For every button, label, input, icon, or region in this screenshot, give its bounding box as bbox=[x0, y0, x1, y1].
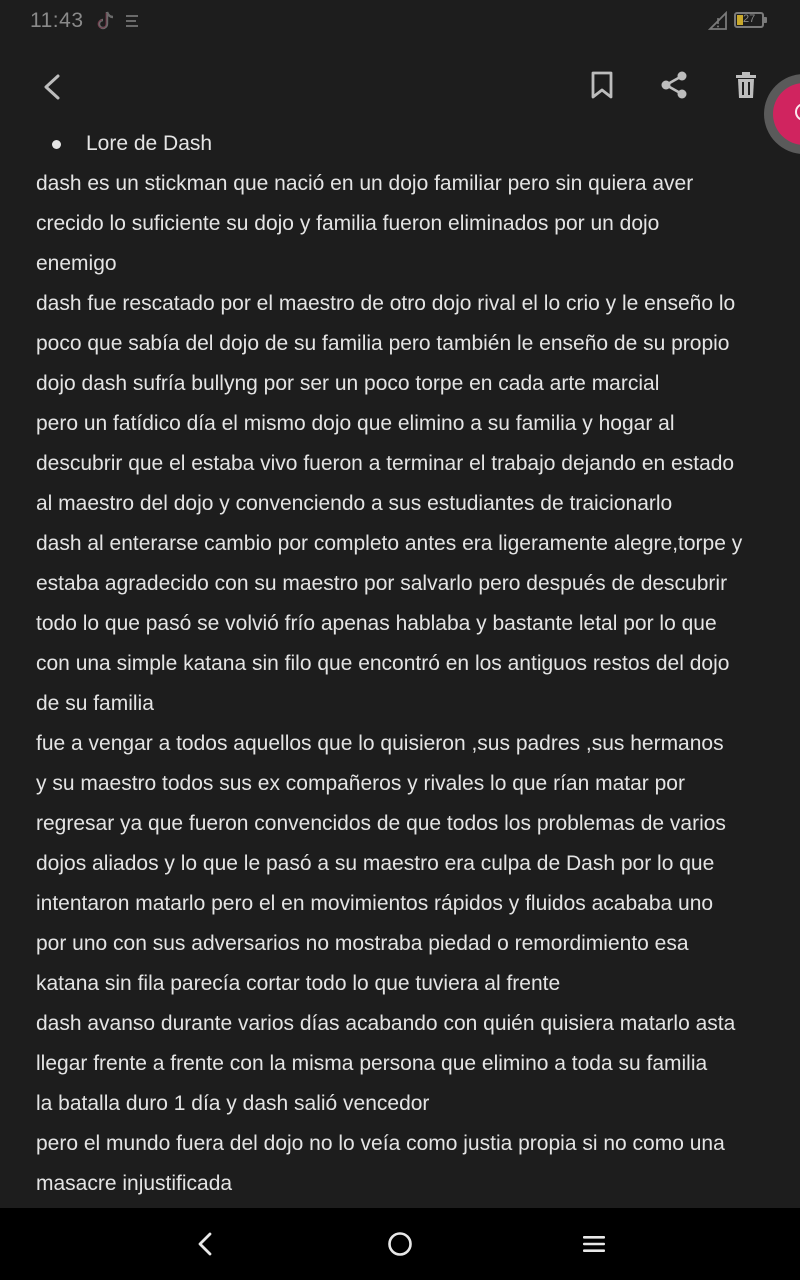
navigation-bar bbox=[0, 1208, 800, 1280]
note-line: con una simple katana sin filo que encontró en los antiguos restos del dojo bbox=[36, 652, 730, 675]
note-line: fue a vengar a todos aquellos que lo quisieron ,sus padres ,sus hermanos bbox=[36, 732, 724, 755]
note-line: dash fue rescatado por el maestro de otro dojo rival el lo crio y le enseño lo bbox=[36, 292, 736, 315]
notification-lines-icon bbox=[126, 14, 140, 33]
note-line: y su maestro todos sus ex compañeros y rivales lo que rían matar por bbox=[36, 772, 685, 795]
nav-back-icon bbox=[194, 1230, 218, 1258]
note-line: poco que sabía del dojo de su familia pero también le enseño de su propio bbox=[36, 332, 730, 355]
note-line: regresar ya que fueron convencidos de que todos los problemas de varios bbox=[36, 812, 726, 835]
note-line: dash avanso durante varios días acabando con quién quisiera matarlo asta bbox=[36, 1012, 736, 1035]
nav-back-button[interactable] bbox=[182, 1220, 230, 1268]
note-line: crecido lo suficiente su dojo y familia fueron eliminados por un dojo bbox=[36, 212, 660, 235]
note-line: estaba agradecido con su maestro por salvarlo pero después de descubrir bbox=[36, 572, 728, 595]
note-line: katana sin fila parecía cortar todo lo que tuviera al frente bbox=[36, 972, 561, 995]
back-arrow-icon bbox=[40, 73, 68, 101]
note-line: por uno con sus adversarios no mostraba piedad o remordimiento esa bbox=[36, 932, 689, 955]
note-line: todo lo que pasó se volvió frío apenas hablaba y bastante letal por lo que bbox=[36, 612, 717, 635]
tiktok-icon bbox=[96, 10, 116, 37]
note-line: dash al enterarse cambio por completo antes era ligeramente alegre,torpe y bbox=[36, 532, 743, 555]
note-line: al maestro del dojo y convenciendo a sus estudiantes de traicionarlo bbox=[36, 492, 673, 515]
note-line: dojo dash sufría bullyng por ser un poco torpe en cada arte marcial bbox=[36, 372, 660, 395]
delete-button[interactable] bbox=[722, 61, 770, 109]
menu-lines-icon bbox=[581, 1232, 607, 1256]
note-line: enemigo bbox=[36, 252, 117, 275]
note-line: pero el mundo fuera del dojo no lo veía como justia propia si no como una bbox=[36, 1132, 725, 1155]
note-line: dash es un stickman que nació en un dojo familiar pero sin quiera aver bbox=[36, 172, 694, 195]
note-content[interactable] bbox=[36, 124, 776, 1204]
note-line: llegar frente a frente con la misma persona que elimino a toda su familia bbox=[36, 1052, 708, 1075]
note-line: dojos aliados y lo que le pasó a su maestro era culpa de Dash por lo que bbox=[36, 852, 715, 875]
note-line: descubrir que el estaba vivo fueron a terminar el trabajo dejando en estado bbox=[36, 452, 735, 475]
note-line: la batalla duro 1 día y dash salió vencedor bbox=[36, 1092, 430, 1115]
battery-level: 27 bbox=[743, 13, 756, 25]
bullet-item bbox=[36, 124, 776, 164]
note-line: intentaron matarlo pero el en movimientos rápidos y fluidos acababa uno bbox=[36, 892, 714, 915]
note-line: pero un fatídico día el mismo dojo que elimino a su familia y hogar al bbox=[36, 412, 675, 435]
share-button[interactable] bbox=[650, 61, 698, 109]
nav-recents-button[interactable] bbox=[570, 1220, 618, 1268]
nav-home-button[interactable] bbox=[376, 1220, 424, 1268]
note-heading: Lore de Dash bbox=[86, 132, 213, 155]
bookmark-icon bbox=[589, 70, 615, 100]
bullet-icon bbox=[52, 140, 61, 149]
trash-icon bbox=[733, 70, 759, 100]
bookmark-button[interactable] bbox=[578, 61, 626, 109]
app-bar bbox=[0, 44, 800, 128]
share-icon bbox=[659, 70, 689, 100]
signal-icon bbox=[708, 11, 728, 36]
back-button[interactable] bbox=[30, 63, 78, 111]
note-line: de su familia bbox=[36, 692, 154, 715]
home-circle-icon bbox=[386, 1230, 414, 1258]
status-bar bbox=[0, 0, 800, 44]
note-line: masacre injustificada bbox=[36, 1172, 233, 1195]
battery-icon bbox=[734, 12, 764, 28]
add-icon bbox=[773, 83, 800, 145]
status-time: 11:43 bbox=[30, 9, 84, 32]
